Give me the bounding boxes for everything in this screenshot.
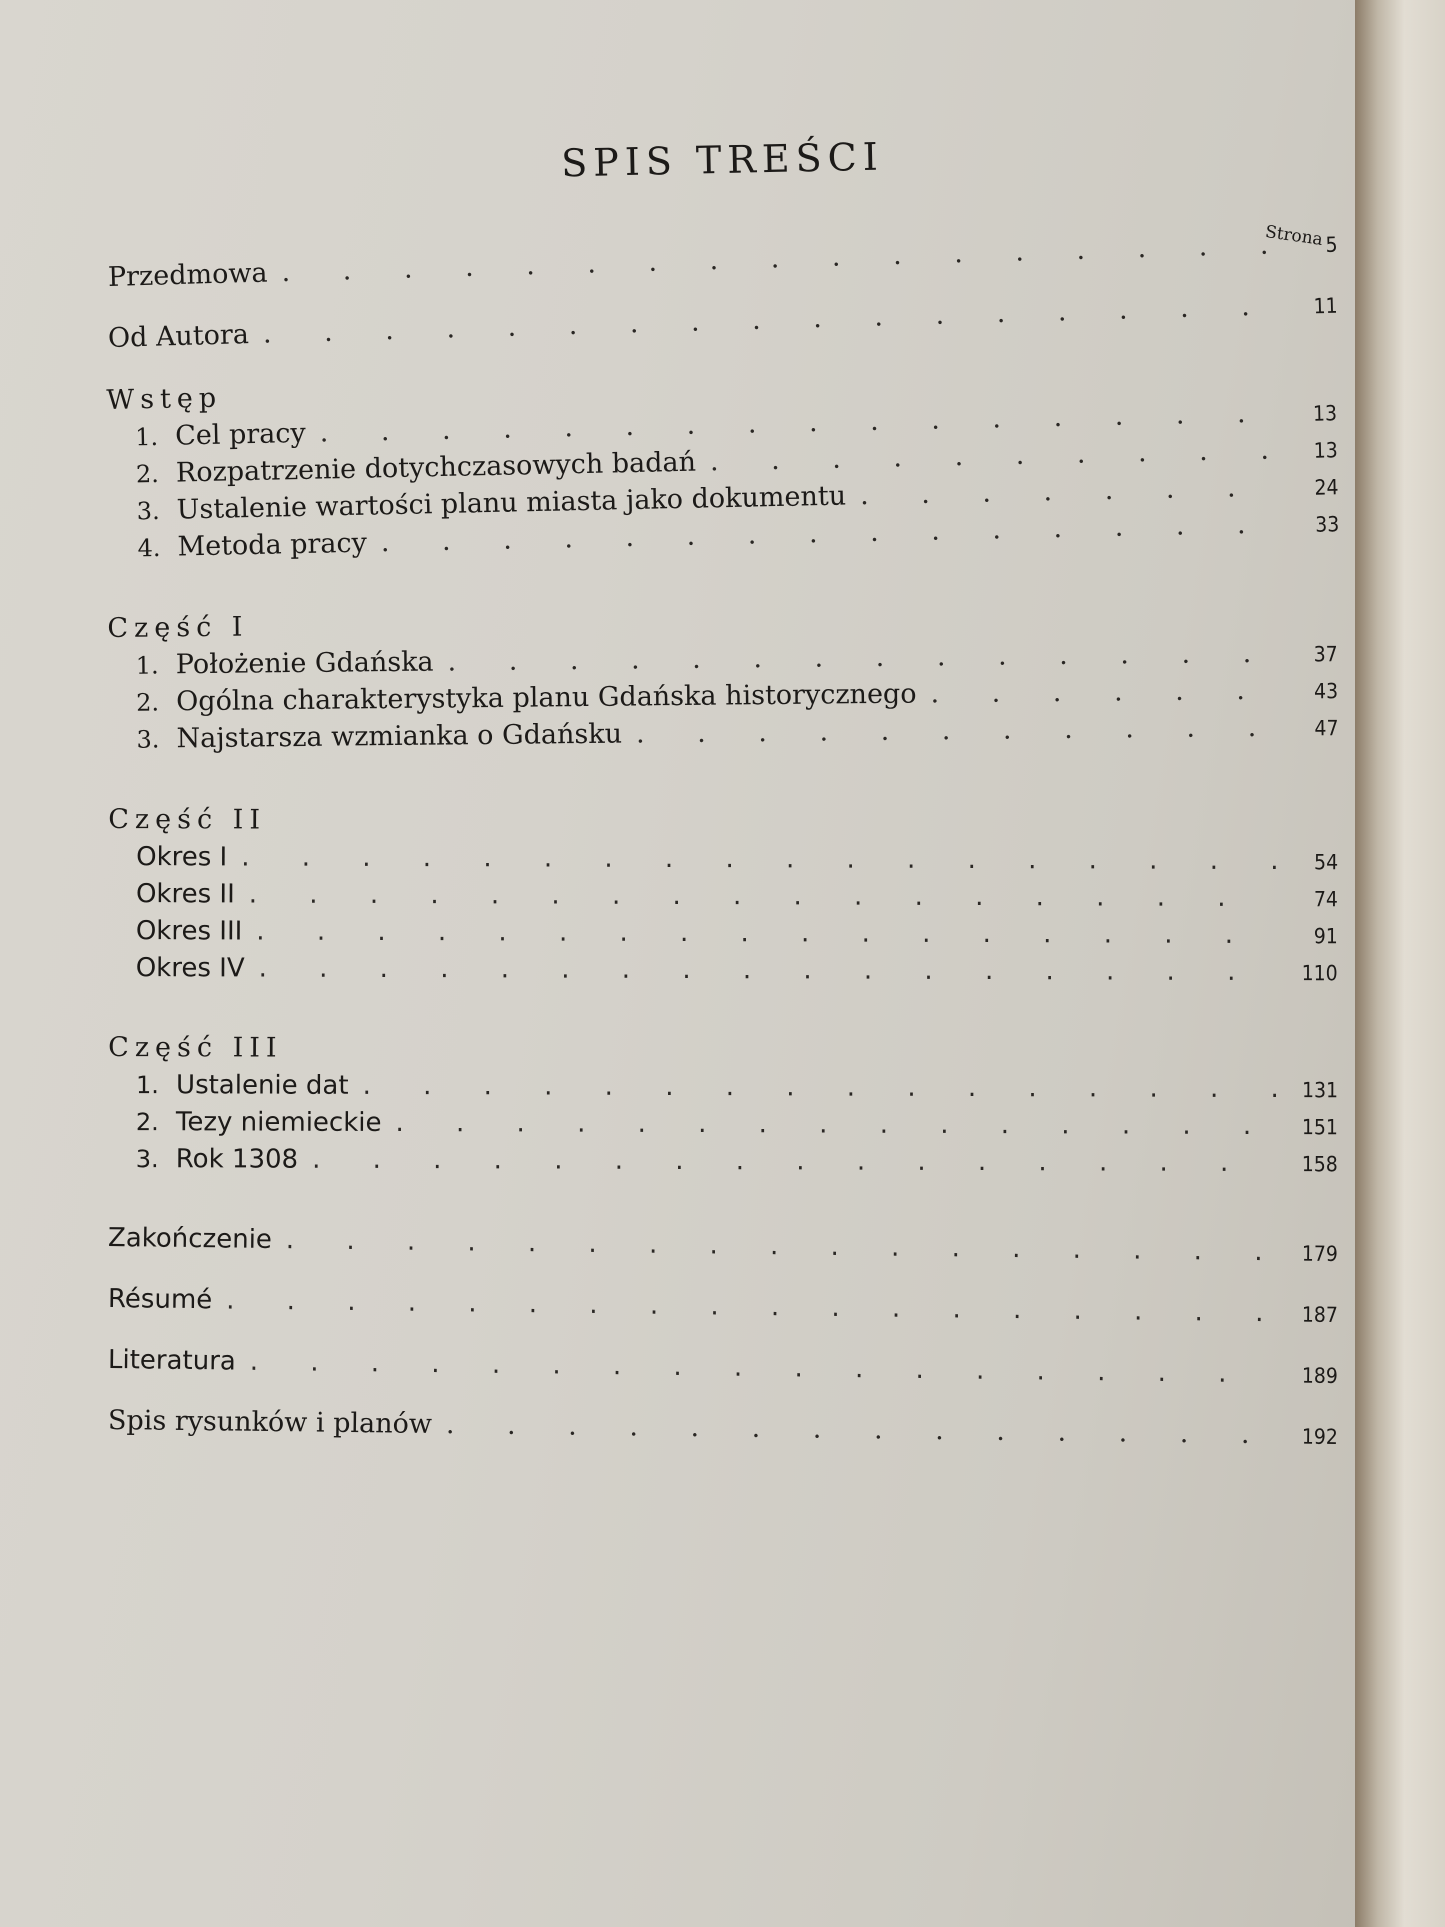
dot-leader: [249, 876, 1276, 916]
toc-item-label: Okres I: [136, 842, 228, 873]
section-heading: Część II: [108, 804, 267, 836]
page-title: SPIS TREŚCI: [560, 134, 885, 186]
toc-entry-literatura: [108, 1342, 1338, 1394]
toc-item-label: Cel pracy: [174, 417, 307, 452]
toc-entry-label: Zakończenie: [107, 1223, 273, 1256]
toc-item: [108, 839, 1338, 880]
toc-item-label: Metoda pracy: [177, 527, 368, 563]
toc-entry-page: 192: [1301, 1424, 1339, 1450]
dot-leader: [446, 1407, 1276, 1453]
toc-item-label: Ustalenie wartości planu miasta jako dokumentu: [176, 480, 847, 526]
toc-item-page: 131: [1301, 1078, 1339, 1103]
toc-entry-label: Przedmowa: [107, 257, 268, 293]
toc-item-number: 2.: [135, 1108, 159, 1137]
toc-entry-resume: [108, 1281, 1338, 1333]
toc-section-wstep: [106, 356, 1340, 568]
toc-item-page: 37: [1313, 642, 1338, 667]
dot-leader: [286, 1222, 1276, 1270]
toc-item-label: Okres III: [135, 916, 243, 947]
section-heading: Część III: [108, 1032, 283, 1064]
dot-leader: [256, 914, 1276, 954]
dot-leader: [312, 1142, 1276, 1181]
section-heading: Wstęp: [106, 382, 223, 417]
toc-item-page: 74: [1313, 887, 1339, 912]
dot-leader: [363, 1068, 1277, 1107]
toc-item-label: Okres II: [135, 879, 235, 910]
toc-item: [108, 1141, 1338, 1182]
toc-item: [108, 876, 1338, 917]
toc-entry-spis-rysunkow: [108, 1403, 1338, 1455]
toc-entry-page: 179: [1301, 1241, 1339, 1267]
toc-item-number: 2.: [135, 459, 160, 489]
toc-item-number: 1.: [136, 1071, 160, 1100]
toc-entry-page: 11: [1313, 293, 1338, 319]
toc-section-czesc-1: [107, 597, 1338, 759]
page-column-label: Strona: [1263, 222, 1325, 250]
toc-item-number: 3.: [135, 1145, 159, 1174]
toc-item-label: Tezy niemieckie: [175, 1107, 382, 1138]
dot-leader: [262, 288, 1276, 352]
toc-item-label: Rozpatrzenie dotychczasowych badań: [175, 446, 697, 489]
toc-item-number: 1.: [134, 422, 159, 452]
dot-leader: [636, 710, 1277, 753]
toc-item-page: 24: [1314, 475, 1339, 500]
toc-item-page: 13: [1312, 401, 1338, 426]
toc-item-page: 54: [1314, 850, 1339, 875]
toc-item-label: Najstarsza wzmianka o Gdańsku: [176, 718, 623, 755]
toc-item-page: 43: [1313, 679, 1339, 704]
dot-leader: [930, 673, 1276, 713]
toc-item-label: Okres IV: [135, 953, 245, 984]
toc-item-number: 1.: [135, 651, 159, 680]
toc-item-page: 151: [1301, 1115, 1338, 1140]
toc-item-label: Rok 1308: [175, 1144, 299, 1175]
toc-item-page: 158: [1301, 1152, 1338, 1177]
dot-leader: [395, 1105, 1276, 1144]
toc-item-label: Położenie Gdańska: [175, 646, 434, 681]
toc-entry-page: 189: [1301, 1363, 1339, 1389]
toc-entry-label: Od Autora: [107, 319, 250, 354]
toc-item: [108, 1104, 1338, 1145]
toc-item-number: 2.: [136, 688, 160, 717]
toc-item: [108, 1067, 1338, 1108]
toc-item-number: 3.: [136, 725, 160, 754]
toc-entry-label: Spis rysunków i planów: [107, 1405, 433, 1440]
toc-item-label: Ustalenie dat: [176, 1070, 349, 1101]
toc-item-page: 47: [1314, 716, 1339, 741]
toc-section-czesc-3: [108, 1029, 1339, 1182]
toc-entry-od-autora: [107, 287, 1338, 358]
toc-entry-zakonczenie: [108, 1220, 1338, 1272]
toc-item-page: 33: [1315, 512, 1340, 537]
toc-item-page: 91: [1313, 924, 1338, 949]
toc-entry-page: 187: [1301, 1302, 1339, 1328]
toc-entry-label: Résumé: [107, 1284, 213, 1316]
toc-item: [108, 950, 1338, 991]
toc-item-page: 13: [1313, 438, 1339, 463]
toc-entry-page: 5: [1325, 232, 1338, 257]
dot-leader: [226, 1282, 1276, 1331]
toc-item-label: Ogólna charakterystyka planu Gdańska historycznego: [176, 678, 917, 718]
toc-item: [108, 913, 1338, 954]
page-edge: [1355, 0, 1445, 1927]
toc-item-page: 110: [1301, 961, 1338, 986]
toc-section-czesc-2: [108, 801, 1339, 991]
section-heading: Część I: [107, 611, 249, 645]
dot-leader: [259, 951, 1276, 991]
dot-leader: [250, 1344, 1277, 1393]
dot-leader: [281, 227, 1276, 291]
toc-item-number: 3.: [136, 496, 160, 526]
dot-leader: [241, 839, 1276, 879]
toc-entry-label: Literatura: [107, 1345, 237, 1377]
toc-entry-przedmowa: [107, 226, 1338, 297]
toc-item-number: 4.: [137, 533, 161, 563]
